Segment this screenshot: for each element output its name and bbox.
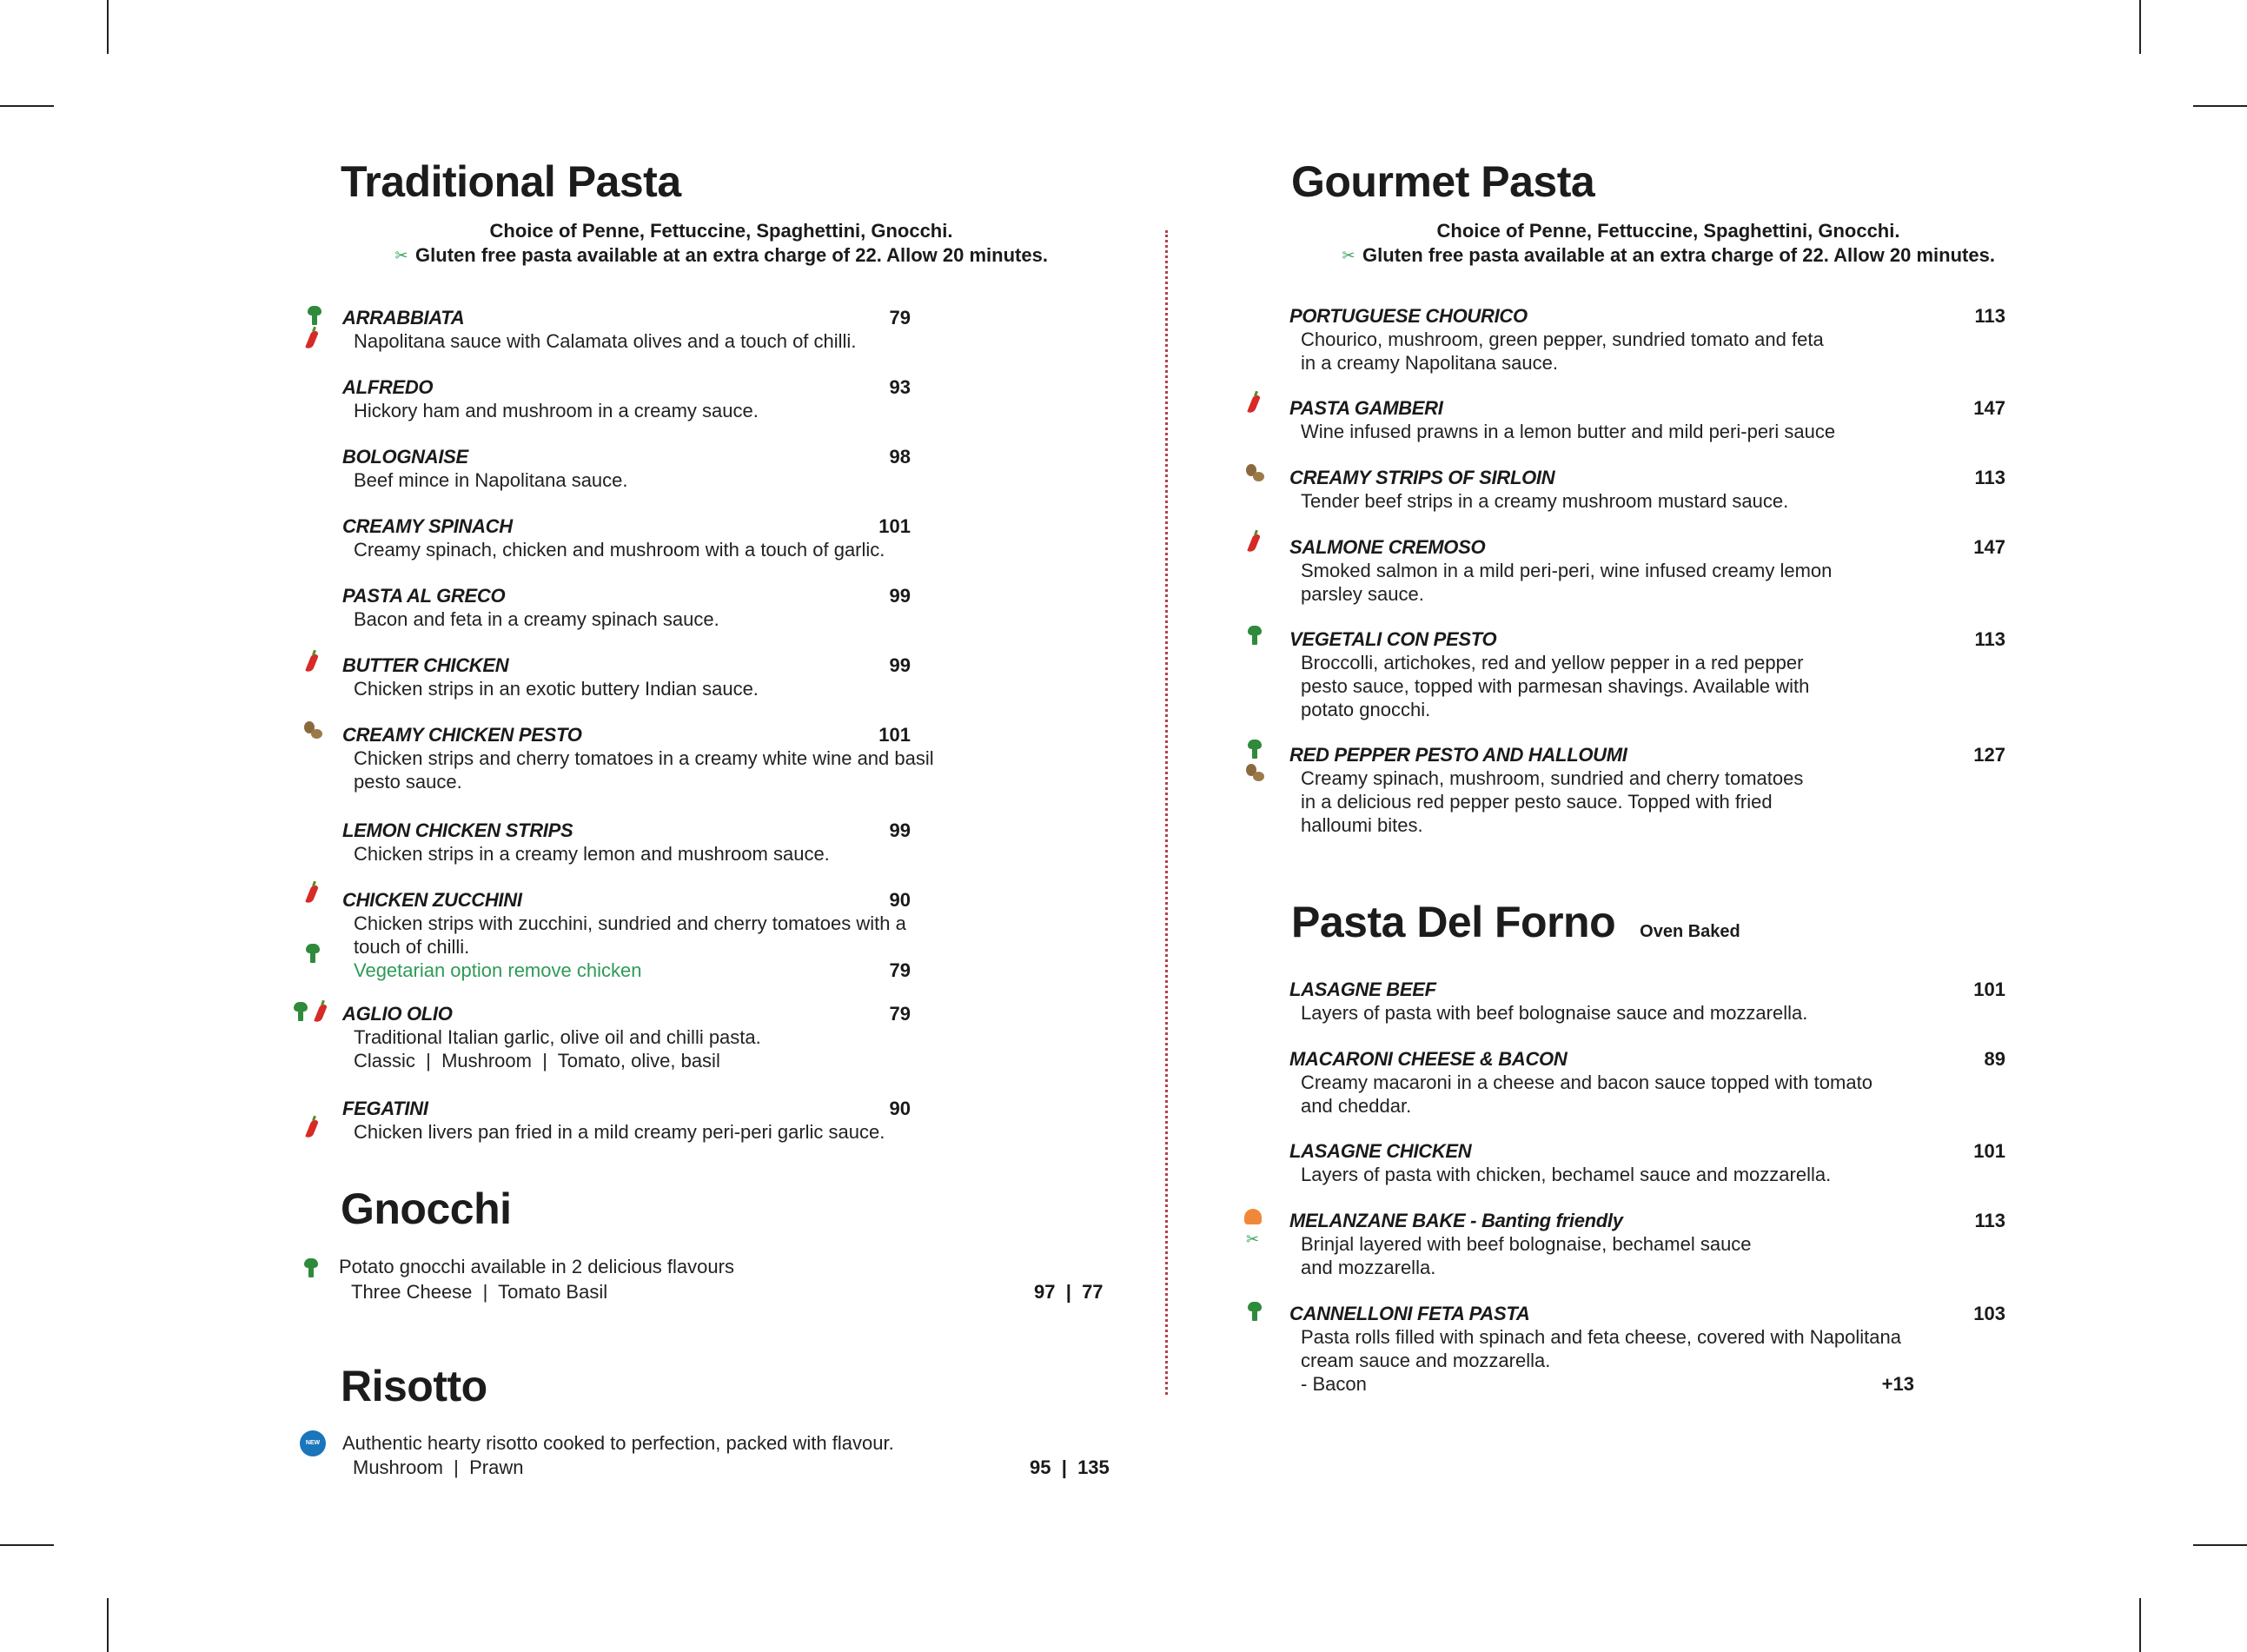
gluten-free-icon: ✂ xyxy=(394,247,408,264)
menu-item-price: 103 xyxy=(1973,1303,2005,1324)
menu-item-description: Brinjal layered with beef bolognaise, bechamel sauce xyxy=(1301,1233,1752,1255)
crop-mark-top-left-v xyxy=(107,0,109,54)
menu-item-description: Beef mince in Napolitana sauce. xyxy=(354,469,628,491)
intro-line-pasta-choices: Choice of Penne, Fettuccine, Spaghettini, Gnocchi. xyxy=(489,220,953,242)
menu-item-description: Creamy spinach, chicken and mushroom with a touch of garlic. xyxy=(354,539,885,561)
section-title-gourmet-pasta: Gourmet Pasta xyxy=(1291,157,1595,206)
menu-item xyxy=(1234,627,2068,721)
menu-item-name: CHICKEN ZUCCHINI xyxy=(342,889,522,911)
intro-line-pasta-choices: Choice of Penne, Fettuccine, Spaghettini, Gnocchi. xyxy=(1436,220,1900,242)
gluten-free-icon: ✂ xyxy=(1246,1231,1260,1248)
risotto-description: Authentic hearty risotto cooked to perfection, packed with flavour. xyxy=(342,1432,894,1454)
menu-item-name: LASAGNE CHICKEN xyxy=(1289,1140,1472,1162)
menu-item xyxy=(1234,304,2068,375)
menu-item xyxy=(287,888,1121,982)
menu-item-price: 89 xyxy=(1984,1048,2005,1070)
menu-item xyxy=(1234,978,2068,1025)
menu-item-description: Napolitana sauce with Calamata olives and a touch of chilli. xyxy=(354,330,857,352)
menu-item xyxy=(287,445,1121,492)
menu-item-price: 113 xyxy=(1974,1210,2005,1231)
intro-line-gluten-free: Gluten free pasta available at an extra charge of 22. Allow 20 minutes. xyxy=(415,244,1048,266)
menu-item-name: PASTA AL GRECO xyxy=(342,585,506,607)
menu-item-description: Chourico, mushroom, green pepper, sundried tomato and feta xyxy=(1301,328,1824,350)
nuts-icon xyxy=(1246,764,1265,783)
menu-item-name: RED PEPPER PESTO AND HALLOUMI xyxy=(1289,744,1627,766)
menu-item xyxy=(1234,1139,2068,1186)
nuts-icon xyxy=(1246,464,1265,483)
menu-item-price: 127 xyxy=(1973,744,2005,766)
section-title-gnocchi: Gnocchi xyxy=(341,1184,512,1233)
menu-item-name: LASAGNE BEEF xyxy=(1289,979,1436,1000)
menu-item-name: CANNELLONI FETA PASTA xyxy=(1289,1303,1530,1324)
menu-item-name: BUTTER CHICKEN xyxy=(342,654,509,676)
menu-item-price: 101 xyxy=(1973,1140,2005,1162)
menu-item-price: 113 xyxy=(1974,628,2005,650)
menu-item-description: Classic | Mushroom | Tomato, olive, basil xyxy=(354,1050,720,1071)
gluten-free-icon: ✂ xyxy=(1342,247,1355,264)
crop-mark-bottom-right-h xyxy=(2193,1544,2247,1546)
menu-item-price: 99 xyxy=(889,819,911,841)
menu-item-name: LEMON CHICKEN STRIPS xyxy=(342,819,573,841)
crop-mark-bottom-left-h xyxy=(0,1544,54,1546)
crop-mark-top-left-h xyxy=(0,105,54,107)
menu-item-price: 79 xyxy=(889,1003,911,1025)
extra-option-price: +13 xyxy=(1881,1373,1914,1395)
menu-item xyxy=(287,584,1121,631)
vegetarian-icon xyxy=(294,1002,308,1021)
menu-item xyxy=(287,654,1121,700)
chilli-icon xyxy=(306,650,318,673)
vegetarian-icon xyxy=(308,306,321,325)
nuts-icon xyxy=(304,721,323,740)
menu-item-price: 101 xyxy=(1973,979,2005,1000)
chilli-icon xyxy=(306,1116,318,1138)
menu-item-name: BOLOGNAISE xyxy=(342,446,468,468)
chilli-icon xyxy=(1248,530,1260,553)
menu-item xyxy=(287,723,1121,793)
section-title-traditional-pasta: Traditional Pasta xyxy=(341,157,681,206)
menu-item-name: CREAMY STRIPS OF SIRLOIN xyxy=(1289,467,1555,488)
chilli-icon xyxy=(306,881,318,904)
menu-item-name: CREAMY SPINACH xyxy=(342,515,513,537)
chilli-icon xyxy=(1248,391,1260,414)
vegetarian-icon xyxy=(1248,1302,1262,1321)
pasta-del-forno-title: Pasta Del Forno xyxy=(1291,898,1616,946)
menu-item-description: Smoked salmon in a mild peri-peri, wine infused creamy lemon xyxy=(1301,560,1833,581)
menu-item-description: parsley sauce. xyxy=(1301,583,1424,605)
menu-item-description: pesto sauce, topped with parmesan shavings. Available with xyxy=(1301,675,1810,697)
menu-item-name: FEGATINI xyxy=(342,1098,428,1119)
menu-item-description: Creamy spinach, mushroom, sundried and cherry tomatoes xyxy=(1301,767,1804,789)
menu-item xyxy=(1234,1302,2068,1396)
menu-item-price: 147 xyxy=(1973,536,2005,558)
menu-item-description: cream sauce and mozzarella. xyxy=(1301,1350,1551,1371)
section-title-pasta-del-forno xyxy=(1291,897,1740,947)
new-badge-icon: NEW xyxy=(302,1432,324,1455)
menu-item-description: Pasta rolls filled with spinach and feta cheese, covered with Napolitana xyxy=(1301,1326,1901,1348)
menu-item xyxy=(287,514,1121,561)
menu-item-description: Layers of pasta with beef bolognaise sauce and mozzarella. xyxy=(1301,1002,1808,1024)
gourmet-pasta-intro xyxy=(1286,219,2051,268)
vegetarian-icon xyxy=(1248,626,1262,645)
menu-item xyxy=(287,375,1121,422)
menu-item-description: touch of chilli. xyxy=(354,936,470,958)
menu-item-description: Creamy macaroni in a cheese and bacon sauce topped with tomato xyxy=(1301,1071,1872,1093)
menu-item xyxy=(1234,466,2068,513)
menu-item-description: in a creamy Napolitana sauce. xyxy=(1301,352,1558,374)
menu-item-name: MACARONI CHEESE & BACON xyxy=(1289,1048,1568,1070)
menu-item-description: pesto sauce. xyxy=(354,771,462,793)
menu-item-price: 90 xyxy=(889,1098,911,1119)
menu-item-name: AGLIO OLIO xyxy=(342,1003,453,1025)
menu-item-name: ALFREDO xyxy=(342,376,434,398)
extra-option-label: - Bacon xyxy=(1301,1373,1367,1395)
vegetarian-icon xyxy=(1248,740,1262,759)
section-title-risotto: Risotto xyxy=(341,1362,487,1410)
vegetarian-icon xyxy=(306,944,320,963)
menu-item-price: 99 xyxy=(889,585,911,607)
menu-item-description: Chicken livers pan fried in a mild creamy peri-peri garlic sauce. xyxy=(354,1121,885,1143)
vegetarian-option-price: 79 xyxy=(889,959,911,981)
menu-item-description: Chicken strips with zucchini, sundried and cherry tomatoes with a xyxy=(354,912,906,934)
menu-item-name: PORTUGUESE CHOURICO xyxy=(1289,305,1528,327)
gnocchi-options: Three Cheese | Tomato Basil xyxy=(351,1281,608,1303)
intro-line-gluten-free: Gluten free pasta available at an extra charge of 22. Allow 20 minutes. xyxy=(1362,244,1995,266)
chilli-icon xyxy=(315,1000,327,1023)
menu-item xyxy=(1234,1047,2068,1118)
menu-item-price: 101 xyxy=(878,724,911,746)
menu-item-name: CREAMY CHICKEN PESTO xyxy=(342,724,582,746)
crop-mark-top-right-h xyxy=(2193,105,2247,107)
menu-item-price: 79 xyxy=(889,307,911,328)
menu-item-name: MELANZANE BAKE - Banting friendly xyxy=(1289,1210,1623,1231)
menu-item-name: PASTA GAMBERI xyxy=(1289,397,1443,419)
risotto-options: Mushroom | Prawn xyxy=(353,1456,524,1478)
menu-item xyxy=(287,819,1121,866)
menu-item-description: Traditional Italian garlic, olive oil and chilli pasta. xyxy=(354,1026,761,1048)
menu-item-description: Bacon and feta in a creamy spinach sauce. xyxy=(354,608,719,630)
menu-item-description: Hickory ham and mushroom in a creamy sauce. xyxy=(354,400,759,421)
oven-baked-subtitle: Oven Baked xyxy=(1640,922,1740,941)
menu-item-name: VEGETALI CON PESTO xyxy=(1289,628,1497,650)
gnocchi-description: Potato gnocchi available in 2 delicious flavours xyxy=(339,1256,734,1277)
menu-item-price: 93 xyxy=(889,376,911,398)
menu-item xyxy=(287,306,1121,353)
traditional-pasta-intro xyxy=(339,219,1104,268)
menu-item-price: 147 xyxy=(1973,397,2005,419)
vegetarian-icon xyxy=(304,1258,318,1277)
menu-item xyxy=(287,1097,1121,1144)
menu-item-description: halloumi bites. xyxy=(1301,814,1423,836)
menu-item-description: in a delicious red pepper pesto sauce. Topped with fried xyxy=(1301,791,1773,813)
column-divider xyxy=(1165,230,1168,1395)
menu-item-price: 101 xyxy=(878,515,911,537)
menu-item-description: and cheddar. xyxy=(1301,1095,1412,1117)
risotto-price: 95 | 135 xyxy=(1030,1456,1110,1478)
menu-item xyxy=(1234,743,2068,837)
crop-mark-bottom-right-v xyxy=(2139,1598,2141,1652)
menu-item-name: SALMONE CREMOSO xyxy=(1289,536,1486,558)
menu-item xyxy=(287,1002,1121,1072)
menu-item-description: potato gnocchi. xyxy=(1301,699,1431,720)
menu-item xyxy=(1234,396,2068,443)
menu-item-name: ARRABBIATA xyxy=(342,307,465,328)
menu-item-price: 99 xyxy=(889,654,911,676)
menu-item-description: Wine infused prawns in a lemon butter and mild peri-peri sauce xyxy=(1301,421,1836,442)
menu-item-description: Layers of pasta with chicken, bechamel sauce and mozzarella. xyxy=(1301,1164,1832,1185)
chilli-icon xyxy=(306,327,318,349)
menu-item-description: Chicken strips in an exotic buttery Indian sauce. xyxy=(354,678,759,700)
menu-item-description: Broccolli, artichokes, red and yellow pepper in a red pepper xyxy=(1301,652,1804,673)
menu-item-price: 113 xyxy=(1974,467,2005,488)
menu-item xyxy=(1234,535,2068,606)
menu-item-description: Chicken strips in a creamy lemon and mushroom sauce. xyxy=(354,843,830,865)
menu-item-price: 113 xyxy=(1974,305,2005,327)
menu-item-description: Chicken strips and cherry tomatoes in a creamy white wine and basil xyxy=(354,747,934,769)
menu-item-description: and mozzarella. xyxy=(1301,1257,1436,1278)
menu-item xyxy=(1234,1209,2068,1279)
crop-mark-bottom-left-v xyxy=(107,1598,109,1652)
menu-item-description: Tender beef strips in a creamy mushroom mustard sauce. xyxy=(1301,490,1789,512)
vegetarian-option-note: Vegetarian option remove chicken xyxy=(354,959,642,981)
crop-mark-top-right-v xyxy=(2139,0,2141,54)
banting-icon xyxy=(1244,1209,1262,1224)
gnocchi-price: 97 | 77 xyxy=(1034,1281,1104,1303)
menu-item-price: 98 xyxy=(889,446,911,468)
menu-item-price: 90 xyxy=(889,889,911,911)
